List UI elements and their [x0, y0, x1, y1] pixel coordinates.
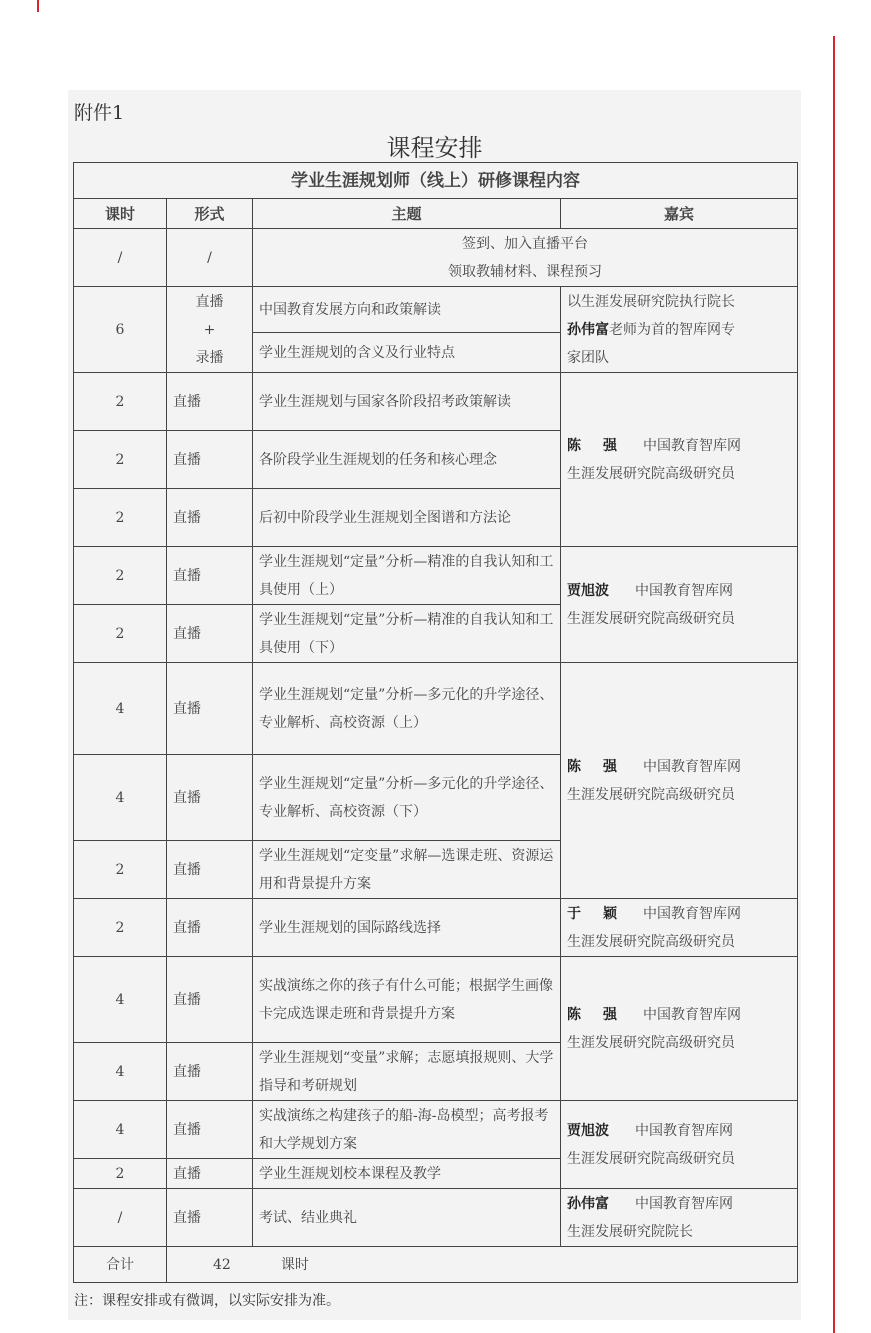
table-row: [74, 899, 798, 957]
topic-cell: 学业生涯规划“定量”分析—多元化的升学途径、专业解析、高校资源（上）: [253, 663, 561, 755]
guest-line: [567, 316, 791, 344]
guest-name: 强: [603, 758, 617, 775]
hours-cell: 2: [74, 489, 167, 547]
hours-cell: 4: [74, 1101, 167, 1159]
guest-cell: [561, 547, 798, 663]
guest-name: 陈: [567, 1006, 581, 1023]
total-row: [74, 1247, 798, 1283]
format-line: 录播: [195, 349, 224, 366]
guest-org: 中国教育智库网: [643, 1006, 741, 1023]
footnote: 注：课程安排或有微调，以实际安排为准。: [74, 1293, 340, 1309]
guest-name: 贾旭波: [567, 582, 609, 599]
format-cell: 直播: [167, 373, 253, 431]
hours-cell: 4: [74, 663, 167, 755]
format-cell: [167, 287, 253, 373]
topic-cell: 实战演练之你的孩子有什么可能；根据学生画像卡完成选课走班和背景提升方案: [253, 957, 561, 1043]
topic-cell: 后初中阶段学业生涯规划全图谱和方法论: [253, 489, 561, 547]
course-schedule-table: [73, 162, 798, 1283]
format-cell: 直播: [167, 547, 253, 605]
topic-cell: 学业生涯规划校本课程及教学: [253, 1159, 561, 1189]
topic-line: 领取教辅材料、课程预习: [448, 263, 602, 280]
guest-name: 强: [603, 437, 617, 454]
topic-cell: 学业生涯规划“定变量”求解—选课走班、资源运用和背景提升方案: [253, 841, 561, 899]
topic-cell: [253, 229, 798, 287]
red-margin-line-top: [37, 0, 39, 12]
hours-cell: /: [74, 229, 167, 287]
header-topic: 主题: [253, 199, 561, 229]
guest-line: 以生涯发展研究院执行院长: [567, 293, 735, 310]
guest-cell: [561, 287, 798, 373]
table-row: [74, 373, 798, 431]
format-cell: 直播: [167, 1159, 253, 1189]
hours-cell: 2: [74, 373, 167, 431]
format-cell: 直播: [167, 1189, 253, 1247]
table-row: [74, 957, 798, 1043]
guest-cell: [561, 373, 798, 547]
format-cell: 直播: [167, 1043, 253, 1101]
topic-cell: 考试、结业典礼: [253, 1189, 561, 1247]
hours-cell: 4: [74, 1043, 167, 1101]
hours-cell: 2: [74, 431, 167, 489]
format-cell: 直播: [167, 957, 253, 1043]
hours-cell: 4: [74, 755, 167, 841]
guest-text: 老师为首的智库网专: [609, 321, 735, 338]
topic-cell: 学业生涯规划与国家各阶段招考政策解读: [253, 373, 561, 431]
guest-title: 生涯发展研究院院长: [567, 1223, 693, 1240]
topic-cell: 中国教育发展方向和政策解读: [253, 287, 561, 333]
table-caption: 学业生涯规划师（线上）研修课程内容: [74, 163, 798, 199]
topic-cell: 学业生涯规划“变量”求解；志愿填报规则、大学指导和考研规划: [253, 1043, 561, 1101]
guest-line: 家团队: [567, 349, 609, 366]
guest-title: 生涯发展研究院高级研究员: [567, 465, 735, 482]
guest-title: 生涯发展研究院高级研究员: [567, 786, 735, 803]
header-guest: 嘉宾: [561, 199, 798, 229]
format-cell: 直播: [167, 899, 253, 957]
guest-org: 中国教育智库网: [635, 582, 733, 599]
format-line: 直播: [195, 293, 224, 310]
hours-cell: 6: [74, 287, 167, 373]
guest-org: 中国教育智库网: [635, 1122, 733, 1139]
topic-cell: 学业生涯规划的含义及行业特点: [253, 333, 561, 373]
topic-cell: 学业生涯规划“定量”分析—精准的自我认知和工具使用（下）: [253, 605, 561, 663]
guest-line: [567, 753, 791, 781]
format-cell: 直播: [167, 1101, 253, 1159]
hours-cell: 2: [74, 547, 167, 605]
format-cell: 直播: [167, 663, 253, 755]
hours-cell: 2: [74, 841, 167, 899]
guest-line: [567, 432, 791, 460]
hours-cell: 2: [74, 1159, 167, 1189]
format-cell: 直播: [167, 431, 253, 489]
guest-name: 陈: [567, 437, 581, 454]
format-cell: 直播: [167, 755, 253, 841]
topic-cell: 各阶段学业生涯规划的任务和核心理念: [253, 431, 561, 489]
guest-name: 贾旭波: [567, 1122, 609, 1139]
table-row: [74, 663, 798, 755]
guest-org: 中国教育智库网: [635, 1195, 733, 1212]
format-cell: 直播: [167, 605, 253, 663]
hours-cell: 2: [74, 899, 167, 957]
guest-org: 中国教育智库网: [643, 758, 741, 775]
table-row: [74, 229, 798, 287]
topic-cell: 学业生涯规划的国际路线选择: [253, 899, 561, 957]
topic-cell: 学业生涯规划“定量”分析—精准的自我认知和工具使用（上）: [253, 547, 561, 605]
guest-cell: [561, 957, 798, 1101]
guest-name: 孙伟富: [567, 321, 609, 338]
guest-line: [567, 1190, 791, 1218]
guest-line: [567, 1117, 791, 1145]
guest-cell: [561, 663, 798, 899]
guest-org: 中国教育智库网: [643, 437, 741, 454]
guest-line: [567, 577, 791, 605]
guest-name: 颖: [603, 905, 617, 922]
guest-cell: [561, 1101, 798, 1189]
guest-name: 强: [603, 1006, 617, 1023]
table-row: [74, 547, 798, 605]
guest-cell: [561, 899, 798, 957]
format-cell: 直播: [167, 841, 253, 899]
format-line: +: [203, 321, 216, 338]
format-cell: 直播: [167, 489, 253, 547]
format-cell: /: [167, 229, 253, 287]
document-page: [68, 90, 801, 1320]
topic-cell: 学业生涯规划“定量”分析—多元化的升学途径、专业解析、高校资源（下）: [253, 755, 561, 841]
red-margin-line-right: [833, 36, 835, 1333]
guest-name: 于: [567, 905, 581, 922]
total-value-cell: [167, 1247, 798, 1283]
hours-cell: 4: [74, 957, 167, 1043]
page-title: 课程安排: [386, 134, 483, 162]
topic-cell: 实战演练之构建孩子的船-海-岛模型；高考报考和大学规划方案: [253, 1101, 561, 1159]
guest-cell: [561, 1189, 798, 1247]
guest-line: [567, 1001, 791, 1029]
hours-cell: /: [74, 1189, 167, 1247]
total-label: 合计: [74, 1247, 167, 1283]
guest-title: 生涯发展研究院高级研究员: [567, 610, 735, 627]
guest-name: 陈: [567, 758, 581, 775]
total-unit: 课时: [280, 1256, 309, 1273]
header-hours: 课时: [74, 199, 167, 229]
total-value: 42: [213, 1256, 231, 1273]
table-row: [74, 1189, 798, 1247]
attachment-label: 附件1: [74, 102, 125, 124]
guest-line: [567, 900, 791, 928]
header-format: 形式: [167, 199, 253, 229]
table-row: [74, 1101, 798, 1159]
guest-title: 生涯发展研究院高级研究员: [567, 1034, 735, 1051]
guest-org: 中国教育智库网: [643, 905, 741, 922]
guest-title: 生涯发展研究院高级研究员: [567, 933, 735, 950]
table-row: [74, 287, 798, 333]
guest-name: 孙伟富: [567, 1195, 609, 1212]
hours-cell: 2: [74, 605, 167, 663]
guest-title: 生涯发展研究院高级研究员: [567, 1150, 735, 1167]
topic-line: 签到、加入直播平台: [462, 235, 588, 252]
